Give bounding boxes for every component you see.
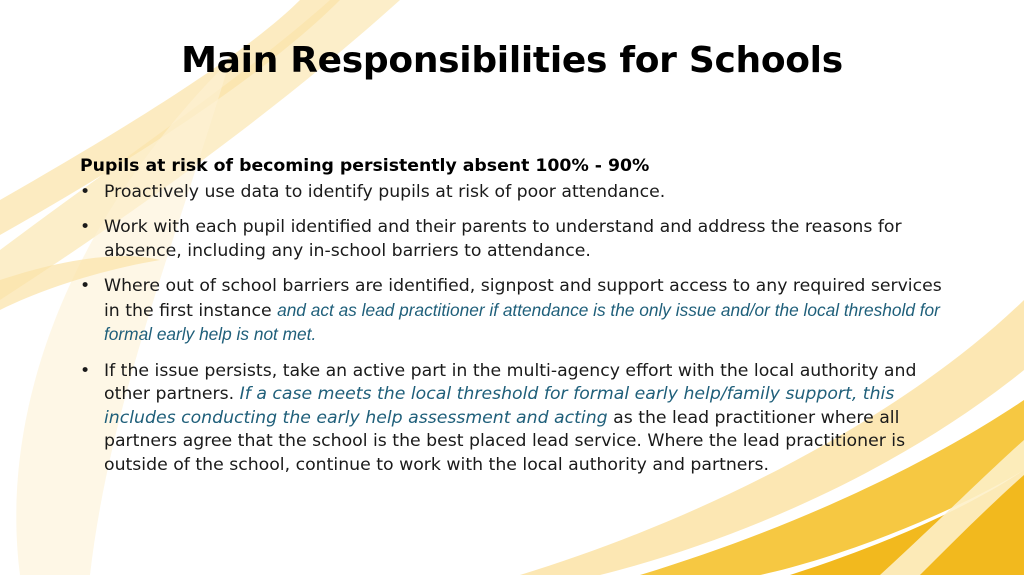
list-item [80, 181, 950, 205]
bullet-icon: • [80, 360, 91, 381]
bullet-icon: • [80, 217, 91, 237]
list-item [80, 275, 950, 348]
list-item [80, 360, 950, 478]
bullet-text: Where out of school barriers are identified, signpost and support access to any required services in the first instance [104, 276, 942, 321]
list-item [80, 216, 950, 263]
bullet-icon: • [80, 181, 91, 202]
bullet-emphasis: If a case meets the local threshold for formal early help/family support, this includes conducting the early help assessment and acting [104, 384, 895, 428]
bullet-icon: • [80, 276, 91, 296]
bullet-emphasis: and act as lead practitioner if attendance is the only issue and/or the local threshold for formal early help is not met [104, 299, 940, 344]
bullet-text: Work with each pupil identified and their parents to understand and address the reasons for absence, including any in-school barriers to attendance. [104, 217, 902, 261]
bullet-text: If the issue persists, take an active part in the multi-agency effort with the local authority and other partners. [104, 360, 917, 404]
bullet-trailing: as the lead practitioner where all partners agree that the school is the best placed lead service. Where the lead practitioner is outside of the school, continue to work with the local authority and partners. [104, 407, 906, 475]
bullet-text: Proactively use data to identify pupils at risk of poor attendance. [104, 181, 666, 202]
bullet-trailing: . [311, 324, 317, 344]
bullet-list [80, 181, 950, 478]
slide-body [80, 155, 950, 489]
subheading: Pupils at risk of becoming persistently absent 100% - 90% [80, 156, 650, 176]
slide-title: Main Responsibilities for Schools [181, 40, 843, 81]
